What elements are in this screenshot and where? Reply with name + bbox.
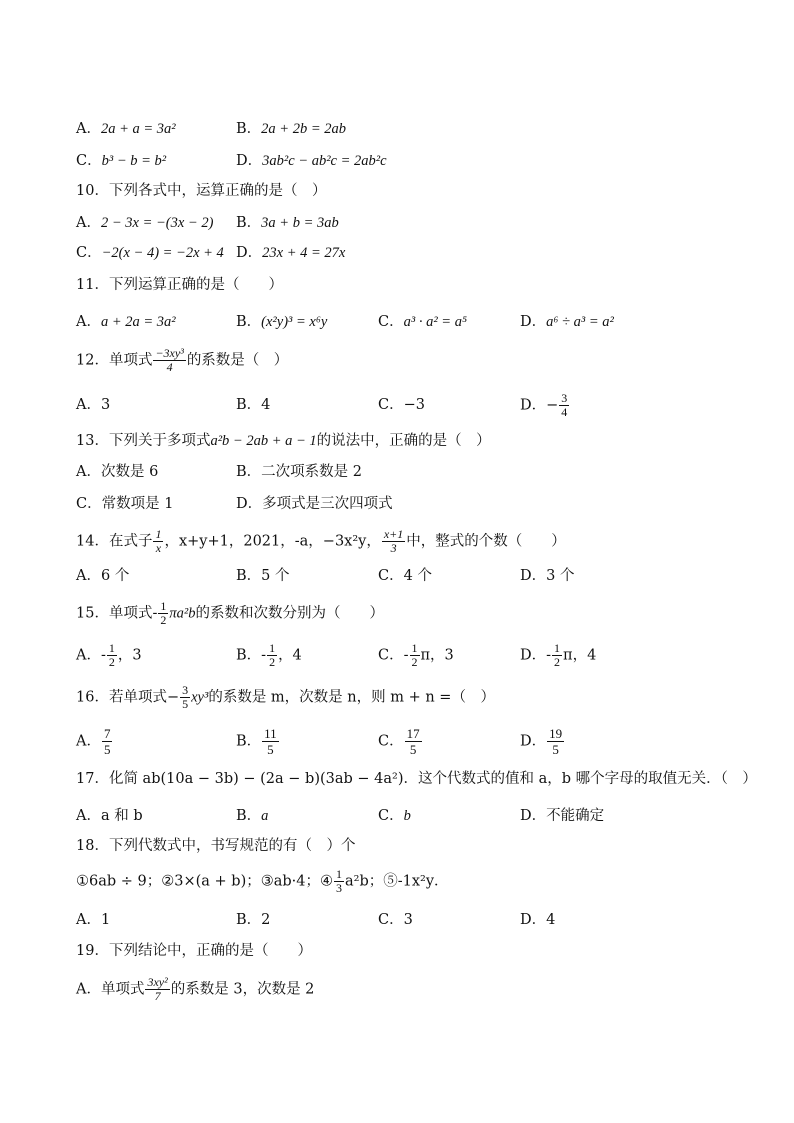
denominator: 2 <box>160 613 167 627</box>
option-label: C． <box>76 496 102 512</box>
q14-stem <box>76 528 566 555</box>
q15-option-a <box>76 642 142 669</box>
denominator: 3 <box>336 881 342 895</box>
option-label: D． <box>520 397 547 414</box>
option-expr: a³ · a² = a⁵ <box>403 314 468 330</box>
option-label: C． <box>76 245 102 261</box>
option-label: C． <box>378 733 404 750</box>
option-text: 6 个 <box>100 568 130 584</box>
q15-option-c <box>378 642 454 669</box>
option-label: D． <box>520 912 547 928</box>
q12-stem <box>76 347 288 374</box>
option-label: B． <box>236 912 262 928</box>
q18-option-d <box>520 909 555 931</box>
numerator: 7 <box>103 726 111 741</box>
fraction <box>180 684 190 711</box>
q17-option-a <box>76 805 143 827</box>
fraction <box>405 726 422 757</box>
option-expr: a⁶ ÷ a³ = a² <box>546 314 614 330</box>
option-text: 二次项系数是 2 <box>261 464 362 480</box>
stem-post: 的系数和次数分别为（ ） <box>195 605 384 622</box>
fraction <box>153 528 163 555</box>
q9-option-c <box>76 150 166 172</box>
option-label: B． <box>236 464 262 480</box>
option-label: C． <box>378 397 404 413</box>
option-label: D． <box>236 153 263 169</box>
option-text: 3 个 <box>546 568 575 584</box>
option-expr: 2a + 2b = 2ab <box>261 121 346 137</box>
q9-option-d <box>236 150 387 172</box>
stem-mid: ，x+y+1，2021，-a，−3x²y， <box>164 533 381 550</box>
option-label: B． <box>236 733 262 750</box>
q18-option-a <box>76 909 110 931</box>
option-label: D． <box>520 568 547 584</box>
numerator: x+1 <box>383 527 404 541</box>
fraction <box>334 868 344 895</box>
q11-stem: 11．下列运算正确的是（ ） <box>76 277 283 293</box>
numerator: 3xy² <box>147 975 168 989</box>
option-label: A． <box>76 121 101 137</box>
numerator: 1 <box>554 641 561 655</box>
denominator: 5 <box>409 742 417 757</box>
fraction <box>382 528 405 555</box>
numerator: 1 <box>160 599 167 613</box>
q12-option-b <box>236 394 270 416</box>
option-label: B． <box>236 121 262 137</box>
option-label: D． <box>236 496 263 512</box>
fraction <box>107 642 117 669</box>
option-text: 常数项是 1 <box>101 496 174 512</box>
q13-option-c <box>76 493 173 515</box>
q10-option-d <box>236 242 345 264</box>
q11-option-a <box>76 311 176 333</box>
q14-option-c <box>378 565 432 587</box>
q18-option-b <box>236 909 270 931</box>
option-label: A． <box>76 568 101 584</box>
fraction <box>158 600 168 627</box>
option-expr: 2 − 3x = −(3x − 2) <box>100 215 214 231</box>
q15-option-d <box>520 642 596 669</box>
q13-option-b <box>236 461 362 483</box>
polynomial: a²b − 2ab + a − 1 <box>210 433 317 449</box>
option-label: D． <box>520 808 547 824</box>
denominator: 4 <box>561 405 568 419</box>
q9-option-b <box>236 118 346 140</box>
option-label: A． <box>76 647 101 664</box>
q14-option-a <box>76 565 129 587</box>
option-label: C． <box>378 912 404 928</box>
numerator: 1 <box>155 527 162 541</box>
stem-post: 的系数是 m，次数是 n，则 m + n =（ ） <box>208 689 495 706</box>
option-label: D． <box>520 733 547 750</box>
option-text: b <box>403 808 411 824</box>
fraction <box>262 726 279 757</box>
option-text: 1 <box>100 912 111 928</box>
numerator: 3 <box>561 391 568 405</box>
q16-option-d <box>520 726 565 757</box>
option-expr: b³ − b = b² <box>101 153 167 169</box>
option-text: a 和 b <box>100 808 143 824</box>
option-tail: π，4 <box>563 647 597 664</box>
option-label: C． <box>378 647 404 664</box>
denominator: 5 <box>552 742 559 757</box>
option-label: B． <box>236 647 262 664</box>
option-sign: - <box>546 647 552 664</box>
numerator: 17 <box>406 726 420 741</box>
q15-option-b <box>236 642 302 669</box>
denominator: 5 <box>182 697 189 711</box>
option-sign: - <box>100 647 106 664</box>
q13-stem <box>76 430 491 452</box>
stem-pre: 15．单项式- <box>76 605 158 622</box>
option-expr: a + 2a = 3a² <box>100 314 176 330</box>
q12-option-c <box>378 394 425 416</box>
option-expr: −3 <box>403 397 425 413</box>
option-label: A． <box>76 314 101 330</box>
q10-option-a <box>76 212 213 234</box>
option-text: 3 <box>403 912 413 928</box>
option-pre: A．单项式 <box>76 981 145 998</box>
numerator: 11 <box>264 726 277 741</box>
option-label: A． <box>76 733 101 750</box>
q16-stem <box>76 684 495 711</box>
q17-stem: 17．化简 ab(10a − 3b) − (2a − b)(3ab − 4a²)．这个代数式的值和 a，b 哪个字母的取值无关．（ ） <box>76 771 757 787</box>
option-sign: - <box>403 647 409 664</box>
numerator: 3 <box>182 683 189 697</box>
option-label: C． <box>378 314 404 330</box>
option-text: 4 <box>546 912 556 928</box>
denominator: 3 <box>390 541 397 555</box>
items-pre: ①6ab ÷ 9；②3×(a + b)；③ab·4；④ <box>76 873 333 890</box>
option-label: B． <box>236 568 262 584</box>
q14-option-d <box>520 565 574 587</box>
option-expr: (x²y)³ = x⁶y <box>261 314 328 330</box>
denominator: 5 <box>267 742 274 757</box>
option-sign: − <box>546 397 559 414</box>
q17-option-d <box>520 805 604 827</box>
option-expr: −2(x − 4) = −2x + 4 <box>101 245 224 261</box>
stem-pre: 12．单项式 <box>76 352 153 369</box>
fraction <box>153 347 185 374</box>
option-expr: 3a + b = 3ab <box>261 215 339 231</box>
stem-post: 的系数是（ ） <box>186 352 289 369</box>
stem-pre: 14．在式子 <box>76 533 153 550</box>
option-label: D． <box>520 314 547 330</box>
q10-stem: 10．下列各式中，运算正确的是（ ） <box>76 183 327 199</box>
option-text: a <box>261 808 269 824</box>
denominator: x <box>155 541 162 555</box>
fraction <box>552 642 562 669</box>
fraction <box>102 726 113 757</box>
stem-post: 的说法中，正确的是（ ） <box>316 433 491 449</box>
fraction <box>145 976 169 1003</box>
numerator: −3xy³ <box>155 346 184 360</box>
option-label: B． <box>236 397 262 413</box>
q17-option-c <box>378 805 411 827</box>
option-text: 2 <box>261 912 271 928</box>
monomial: πa²b <box>169 605 196 622</box>
q15-stem <box>76 600 384 627</box>
q19-stem: 19．下列结论中，正确的是（ ） <box>76 943 312 959</box>
q10-option-c <box>76 242 224 264</box>
q12-option-a <box>76 394 110 416</box>
option-label: A． <box>76 464 101 480</box>
q12-option-d <box>520 392 570 419</box>
option-label: B． <box>236 215 262 231</box>
denominator: 7 <box>154 989 161 1003</box>
fraction <box>559 392 569 419</box>
denominator: 2 <box>269 655 276 669</box>
option-tail: π，3 <box>420 647 454 664</box>
stem-pre: 13．下列关于多项式 <box>76 433 211 449</box>
q13-option-d <box>236 493 393 515</box>
option-text: 多项式是三次四项式 <box>262 496 393 512</box>
option-tail: ，3 <box>117 647 142 664</box>
numerator: 19 <box>549 726 563 741</box>
option-label: D． <box>236 245 263 261</box>
q18-items <box>76 868 449 895</box>
option-label: A． <box>76 808 101 824</box>
option-text: 5 个 <box>261 568 290 584</box>
option-label: C． <box>76 153 102 169</box>
fraction <box>547 726 564 757</box>
option-label: C． <box>378 568 404 584</box>
option-text: 4 个 <box>403 568 432 584</box>
q14-option-b <box>236 565 290 587</box>
option-expr: 2a + a = 3a² <box>100 121 176 137</box>
option-label: B． <box>236 808 262 824</box>
fraction <box>410 642 420 669</box>
q16-option-a <box>76 726 113 757</box>
stem-post: 中，整式的个数（ ） <box>406 533 566 550</box>
stem-pre: 16．若单项式− <box>76 689 180 706</box>
q19-option-a <box>76 976 314 1003</box>
numerator: 1 <box>269 641 276 655</box>
option-expr: 4 <box>261 397 271 413</box>
option-label: A． <box>76 912 101 928</box>
option-label: A． <box>76 397 101 413</box>
q18-stem: 18．下列代数式中，书写规范的有（ ）个 <box>76 838 356 854</box>
option-text: 不能确定 <box>546 808 605 824</box>
numerator: 1 <box>411 641 418 655</box>
denominator: 2 <box>554 655 561 669</box>
q9-option-a <box>76 118 176 140</box>
denominator: 4 <box>166 360 173 374</box>
q16-option-b <box>236 726 280 757</box>
option-text: 次数是 6 <box>100 464 159 480</box>
q17-option-b <box>236 805 268 827</box>
option-expr: 3ab²c − ab²c = 2ab²c <box>262 153 387 169</box>
q13-option-a <box>76 461 158 483</box>
denominator: 2 <box>411 655 418 669</box>
option-label: C． <box>378 808 404 824</box>
option-label: A． <box>76 215 101 231</box>
q11-option-c <box>378 311 467 333</box>
option-tail: ，4 <box>278 647 302 664</box>
option-label: D． <box>520 647 547 664</box>
option-expr: 3 <box>100 397 111 413</box>
numerator: 1 <box>108 641 115 655</box>
option-label: B． <box>236 314 262 330</box>
fraction <box>267 642 277 669</box>
monomial: xy³ <box>191 689 209 706</box>
items-post: a²b；⑤-1x²y． <box>345 873 449 890</box>
q11-option-b <box>236 311 327 333</box>
q16-option-c <box>378 726 423 757</box>
option-post: 的系数是 3，次数是 2 <box>170 981 315 998</box>
denominator: 5 <box>103 742 111 757</box>
numerator: 1 <box>336 867 342 881</box>
q11-option-d <box>520 311 614 333</box>
option-expr: 23x + 4 = 27x <box>262 245 346 261</box>
option-sign: - <box>261 647 267 664</box>
denominator: 2 <box>108 655 115 669</box>
q18-option-c <box>378 909 413 931</box>
q10-option-b <box>236 212 339 234</box>
